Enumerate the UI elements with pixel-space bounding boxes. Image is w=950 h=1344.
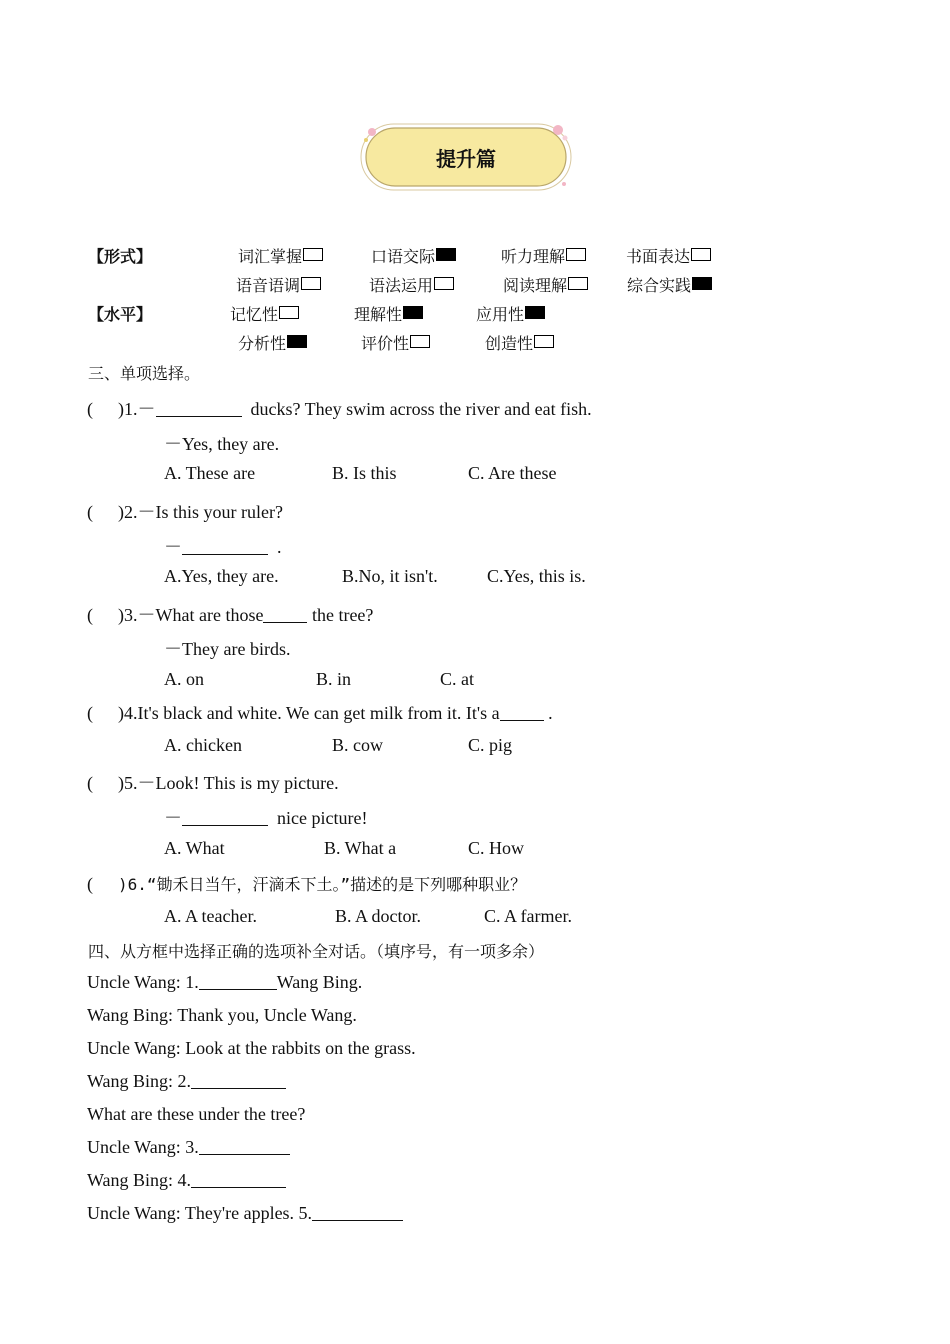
question-4: ( )4.It's black and white. We can get milk from it. It's a . (87, 703, 553, 723)
option-c: C. How (468, 838, 525, 858)
question-1: ( )1.－ ducks? They swim across the river and eat fish. (87, 399, 592, 419)
option-a: A.Yes, they are. (164, 566, 279, 586)
form-item-label: 口语交际 (371, 247, 436, 266)
answer-blank[interactable] (199, 1138, 290, 1155)
question-2: ( )2.－Is this your ruler? (87, 502, 283, 522)
option-b: B. Is this (332, 463, 397, 483)
question-6: ( )6.“锄禾日当午，汗滴禾下土。”描述的是下列哪种职业？ (87, 874, 527, 894)
option-b: B. A doctor. (335, 906, 422, 926)
dialogue-line: Uncle Wang: 1. Wang Bing. (87, 972, 363, 992)
empty-box-icon[interactable] (566, 248, 586, 261)
form-item (369, 273, 454, 296)
question-3: ( )3.－What are those the tree? (87, 605, 374, 625)
form-item-label: 阅读理解 (503, 276, 568, 295)
checked-box-icon[interactable] (287, 335, 307, 348)
level-item-label: 创造性 (485, 334, 534, 353)
question-5: ( )5.－Look! This is my picture. (87, 773, 339, 793)
dialogue-line: Uncle Wang: Look at the rabbits on the grass. (87, 1038, 416, 1058)
level-item-label: 记忆性 (230, 305, 279, 324)
answer-blank[interactable] (312, 1204, 403, 1221)
question-2-reply: － . (164, 537, 282, 557)
answer-paren[interactable]: ( (87, 399, 93, 419)
option-a: A. chicken (164, 735, 242, 755)
form-label: 【形式】 (88, 247, 153, 266)
level-label: 【水平】 (88, 305, 153, 324)
option-b: B.No, it isn't. (342, 566, 438, 586)
empty-box-icon[interactable] (534, 335, 554, 348)
option-c: C. at (440, 669, 474, 689)
checked-box-icon[interactable] (436, 248, 456, 261)
answer-blank[interactable] (182, 538, 268, 555)
option-a: A. A teacher. (164, 906, 257, 926)
level-item (361, 331, 430, 354)
dialogue-line: Wang Bing: Thank you, Uncle Wang. (87, 1005, 357, 1025)
option-b: B. in (316, 669, 352, 689)
form-item-label: 综合实践 (627, 276, 692, 295)
checked-box-icon[interactable] (403, 306, 423, 319)
form-item (626, 244, 711, 267)
checked-box-icon[interactable] (525, 306, 545, 319)
dialogue-line: Wang Bing: 2. (87, 1071, 286, 1092)
option-c: C. A farmer. (484, 906, 572, 926)
answer-paren[interactable]: ( (87, 703, 93, 723)
dialogue-line: What are these under the tree? (87, 1104, 306, 1124)
answer-blank[interactable] (156, 400, 242, 417)
answer-blank[interactable] (191, 1171, 286, 1188)
option-a: A. What (164, 838, 225, 858)
level-item (476, 302, 545, 325)
form-item-label: 听力理解 (501, 247, 566, 266)
answer-blank[interactable] (199, 973, 277, 990)
checked-box-icon[interactable] (692, 277, 712, 290)
empty-box-icon[interactable] (303, 248, 323, 261)
form-item (501, 244, 586, 267)
empty-box-icon[interactable] (568, 277, 588, 290)
level-item-label: 评价性 (361, 334, 410, 353)
question-1-reply: －Yes, they are. (164, 434, 280, 454)
form-item-label: 语法运用 (369, 276, 434, 295)
empty-box-icon[interactable] (301, 277, 321, 290)
level-item (485, 331, 554, 354)
empty-box-icon[interactable] (279, 306, 299, 319)
form-item (236, 273, 321, 296)
form-item (238, 244, 323, 267)
empty-box-icon[interactable] (410, 335, 430, 348)
form-item (627, 273, 712, 296)
level-item-label: 应用性 (476, 305, 525, 324)
answer-paren[interactable]: ( (87, 773, 93, 793)
level-item (354, 302, 423, 325)
level-item-label: 分析性 (238, 334, 287, 353)
question-3-reply: －They are birds. (164, 639, 291, 659)
answer-blank[interactable] (500, 704, 544, 721)
answer-blank[interactable] (191, 1072, 286, 1089)
dialogue-line: Wang Bing: 4. (87, 1170, 286, 1191)
option-c: C. pig (468, 735, 513, 755)
option-b: B. cow (332, 735, 383, 755)
section-4-heading: 四、从方框中选择正确的选项补全对话。（填序号，有一项多余） (88, 942, 545, 961)
empty-box-icon[interactable] (691, 248, 711, 261)
option-b: B. What a (324, 838, 397, 858)
form-item-label: 书面表达 (626, 247, 691, 266)
empty-box-icon[interactable] (434, 277, 454, 290)
level-item-label: 理解性 (354, 305, 403, 324)
question-5-reply: － nice picture! (164, 808, 368, 828)
flower-icon (368, 128, 376, 136)
answer-paren[interactable]: ( (87, 502, 93, 522)
answer-blank[interactable] (182, 809, 268, 826)
section-3-heading: 三、单项选择。 (88, 364, 201, 383)
flower-icon (553, 125, 563, 135)
answer-paren[interactable]: ( (87, 874, 93, 894)
dialogue-line: Uncle Wang: They're apples. 5. (87, 1203, 403, 1224)
option-a: A. These are (164, 463, 256, 483)
form-item-label: 词汇掌握 (238, 247, 303, 266)
level-item (238, 331, 307, 354)
answer-blank[interactable] (263, 606, 307, 623)
page-title: 提升篇 (436, 147, 496, 171)
dialogue-line: Uncle Wang: 3. (87, 1137, 290, 1158)
option-a: A. on (164, 669, 204, 689)
form-item (503, 273, 588, 296)
answer-paren[interactable]: ( (87, 605, 93, 625)
option-c: C.Yes, this is. (487, 566, 586, 586)
form-item-label: 语音语调 (236, 276, 301, 295)
level-item (230, 302, 299, 325)
option-c: C. Are these (468, 463, 557, 483)
form-item (371, 244, 456, 267)
